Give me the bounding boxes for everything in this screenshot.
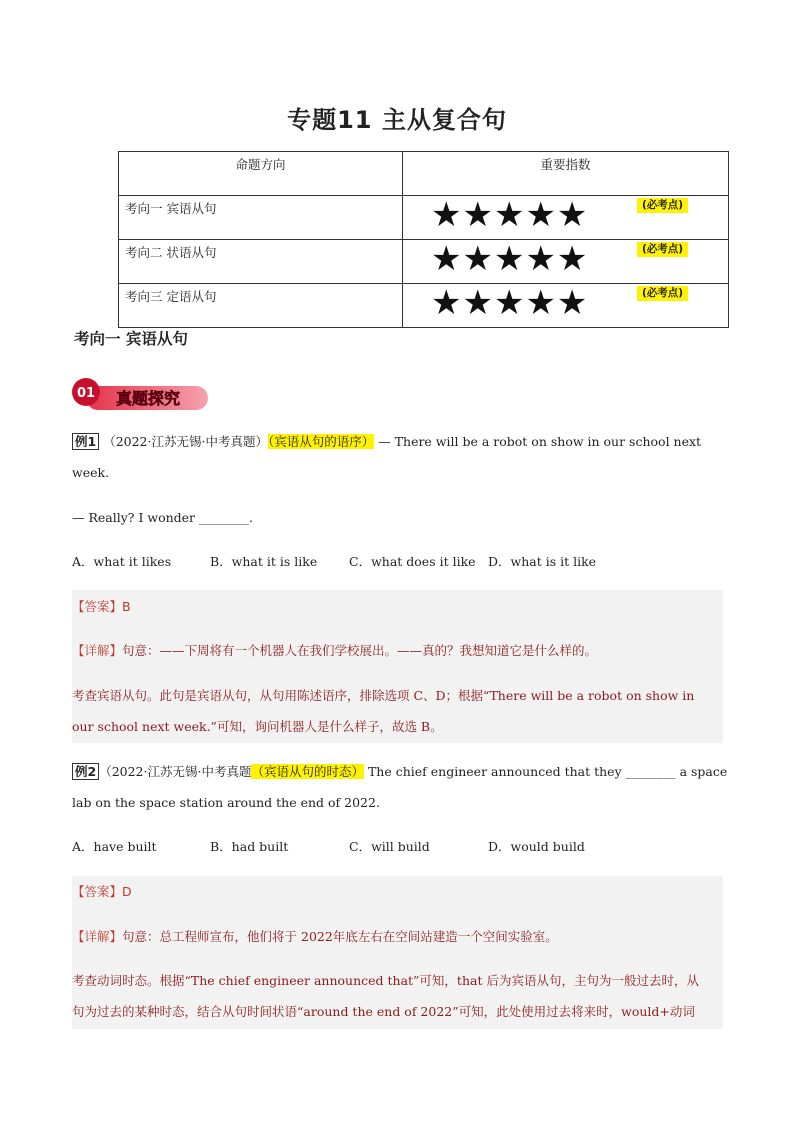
example2-question-cont: lab on the space station around the end of 2022.	[72, 795, 380, 810]
option-c: C．will build	[349, 839, 430, 854]
detail-text: 句意：总工程师宣布，他们将于 2022年底左右在空间站建造一个空间实验室。	[122, 929, 558, 944]
option-b: B．what it is like	[210, 554, 318, 569]
header-direction: 命题方向	[119, 152, 403, 196]
importance-table	[118, 151, 729, 328]
option-c: C．what does it like	[349, 554, 476, 569]
table-row	[119, 284, 729, 328]
banner-number: 01	[76, 386, 96, 401]
example-label: 例2	[72, 763, 99, 780]
example1-detail	[72, 636, 597, 666]
table-header-row	[119, 152, 729, 196]
option-b: B．had built	[210, 839, 289, 854]
example1-question	[72, 427, 701, 457]
stars-cell	[403, 196, 729, 240]
example2-answer	[72, 877, 132, 907]
example2-analysis-line: 句为过去的某种时态，结合从句时间状语“around the end of 2022”可知，此处使用过去将来时，would+动词	[72, 1004, 695, 1019]
banner-text: 真题探究	[115, 389, 181, 408]
table-row	[119, 240, 729, 284]
direction-cell: 考向三 定语从句	[119, 284, 403, 328]
example-source: （2022·江苏无锡·中考真题）	[103, 434, 268, 449]
detail-text: 句意：——下周将有一个机器人在我们学校展出。——真的？我想知道它是什么样的。	[122, 643, 598, 658]
section-banner	[72, 372, 212, 412]
detail-label: 【详解】	[72, 929, 123, 944]
example1-answer	[72, 592, 131, 622]
answer-value: B	[122, 599, 131, 614]
page-title: 专题11 主从复合句	[287, 106, 507, 134]
topic-tag: （宾语从句的时态）	[251, 764, 364, 779]
direction-cell: 考向一 宾语从句	[119, 196, 403, 240]
detail-label: 【详解】	[72, 643, 123, 658]
stars-cell	[403, 240, 729, 284]
option-d: D．would build	[488, 839, 585, 854]
example1-response: — Really? I wonder ________.	[72, 510, 253, 525]
example2-question	[72, 757, 727, 787]
example1-analysis-line: 考查宾语从句。此句是宾语从句，从句用陈述语序，排除选项 C、D；根据“There will be a robot on show in	[72, 688, 695, 703]
must-test-badge: (必考点)	[637, 286, 688, 301]
example2-detail	[72, 922, 558, 952]
example-source: （2022·江苏无锡·中考真题	[99, 764, 252, 779]
header-importance: 重要指数	[403, 152, 729, 196]
example2-options	[72, 832, 585, 862]
answer-label: 【答案】	[72, 884, 123, 899]
question-text: The chief engineer announced that they ________ a space	[367, 764, 728, 779]
example-label: 例1	[72, 433, 99, 450]
section-title: 考向一 宾语从句	[74, 330, 188, 348]
star-rating: ★★★★★	[431, 195, 589, 235]
star-rating: ★★★★★	[431, 239, 589, 279]
must-test-badge: (必考点)	[637, 242, 688, 257]
must-test-badge: (必考点)	[637, 198, 688, 213]
stars-cell	[403, 284, 729, 328]
option-a: A．have built	[72, 839, 157, 854]
answer-label: 【答案】	[72, 599, 123, 614]
example1-options	[72, 547, 596, 577]
example1-question-cont: week.	[72, 465, 110, 480]
star-rating: ★★★★★	[431, 283, 589, 323]
example2-analysis-line: 考查动词时态。根据“The chief engineer announced that”可知，that 后为宾语从句，主句为一般过去时，从	[72, 973, 699, 988]
topic-tag: （宾语从句的语序）	[267, 434, 375, 449]
question-text: — There will be a robot on show in our school next	[378, 434, 702, 449]
table-row	[119, 196, 729, 240]
example1-analysis-line: our school next week.”可知，询问机器人是什么样子，故选 B。	[72, 719, 443, 734]
answer-value: D	[122, 884, 132, 899]
direction-cell: 考向二 状语从句	[119, 240, 403, 284]
option-d: D．what is it like	[488, 554, 597, 569]
option-a: A．what it likes	[72, 554, 172, 569]
